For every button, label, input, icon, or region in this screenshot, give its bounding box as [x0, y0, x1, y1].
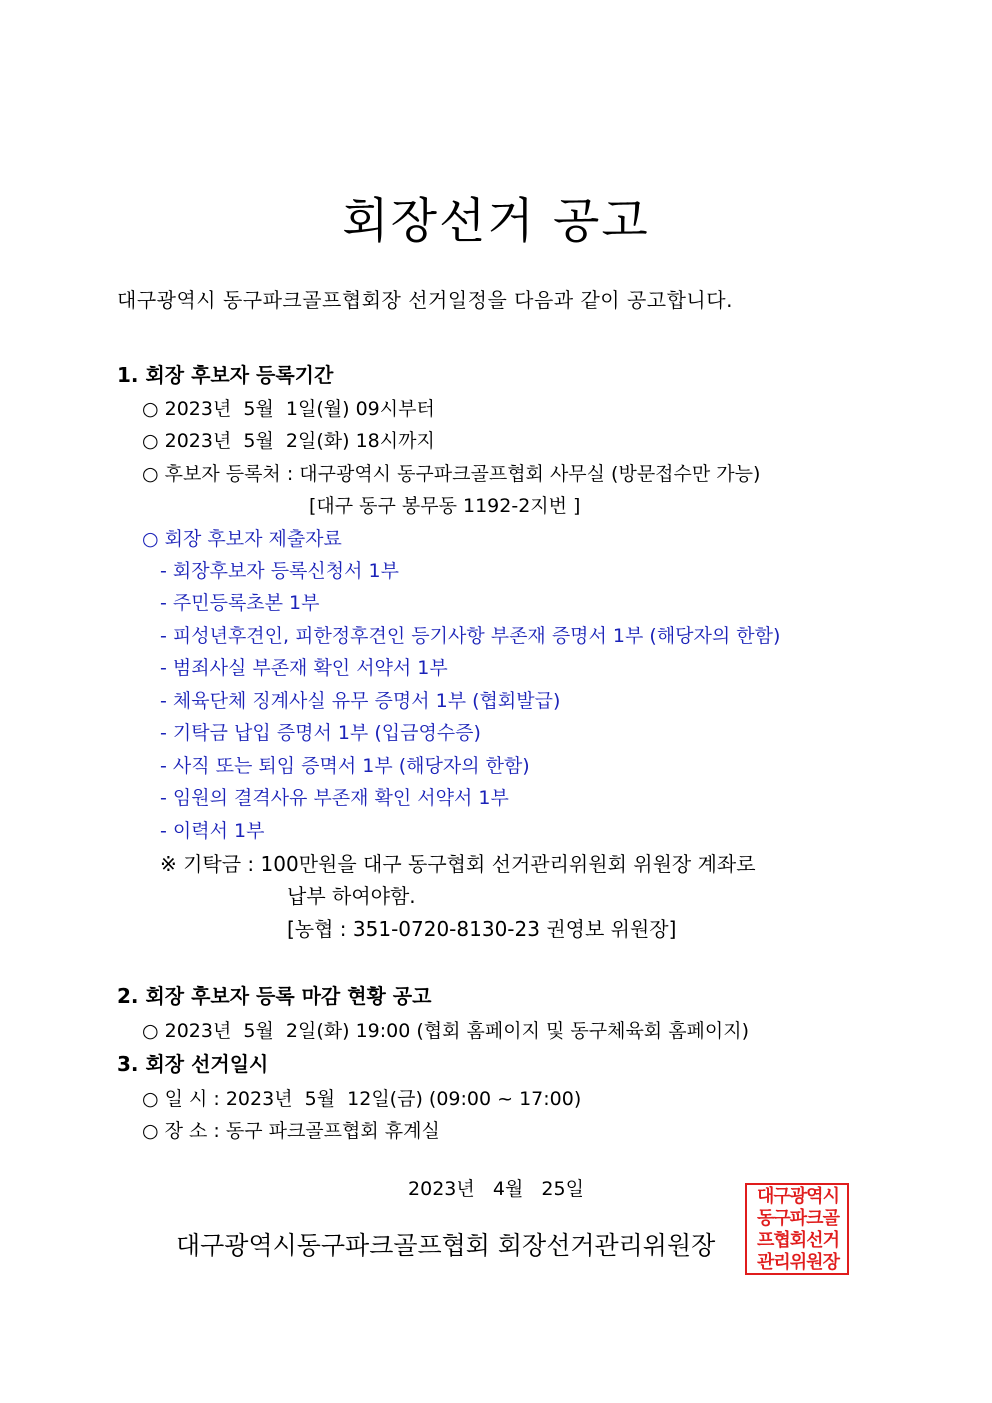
doc-item: - 이력서 1부: [160, 820, 265, 842]
doc-item: - 회장후보자 등록신청서 1부: [160, 560, 399, 582]
signer-name: 대구광역시동구파크골프협회 회장선거관리위원장: [176, 1231, 716, 1260]
section1-heading: 1. 회장 후보자 등록기간: [117, 363, 334, 387]
list-item: ○ 2023년 5월 2일(화) 18시까지: [142, 430, 435, 452]
deposit-note-cont: 납부 하여야함.: [287, 884, 416, 908]
list-item: ○ 일 시 : 2023년 5월 12일(금) (09:00 ~ 17:00): [142, 1088, 582, 1110]
list-item: ○ 2023년 5월 1일(월) 09시부터: [142, 398, 435, 420]
doc-item: - 임원의 결격사유 부존재 확인 서약서 1부: [160, 787, 509, 809]
page-title: 회장선거 공고: [342, 193, 650, 249]
doc-item: - 사직 또는 퇴임 증멱서 1부 (해당자의 한함): [160, 755, 530, 777]
notice-date: 2023년 4월 25일: [408, 1178, 584, 1200]
seal-row: 관리위원장: [757, 1252, 839, 1273]
list-item: ○ 장 소 : 동구 파크골프협회 휴계실: [142, 1120, 440, 1142]
doc-item: - 기탁금 납입 증명서 1부 (입금영수증): [160, 722, 481, 744]
address-text: [대구 동구 봉무동 1192-2지번 ]: [309, 495, 581, 517]
bank-account: [농협 : 351-0720-8130-23 권영보 위원장]: [287, 917, 677, 941]
intro-text: 대구광역시 동구파크골프협회장 선거일정을 다음과 같이 공고합니다.: [117, 288, 733, 312]
doc-item: - 체육단체 징계사실 유무 증명서 1부 (협회발급): [160, 690, 561, 712]
seal-row: 프협회선거: [757, 1230, 839, 1251]
list-item: ○ 후보자 등록처 : 대구광역시 동구파크골프협회 사무실 (방문접수만 가능): [142, 463, 761, 485]
docs-heading: ○ 회장 후보자 제출자료: [142, 528, 342, 550]
doc-item: - 피성년후견인, 피한정후견인 등기사항 부존재 증명서 1부 (해당자의 한함): [160, 625, 781, 647]
doc-item: - 주민등록초본 1부: [160, 592, 320, 614]
doc-item: - 범죄사실 부존재 확인 서약서 1부: [160, 657, 448, 679]
seal-row: 동구파크골: [757, 1208, 839, 1229]
list-item: ○ 2023년 5월 2일(화) 19:00 (협회 홈페이지 및 동구체육회 홈페이지): [142, 1020, 750, 1042]
seal-row: 대구광역시: [757, 1186, 839, 1207]
official-seal: [745, 1183, 849, 1275]
deposit-note: ※ 기탁금 : 100만원을 대구 동구협회 선거관리위원회 위원장 계좌로: [160, 852, 756, 876]
section3-heading: 3. 회장 선거일시: [117, 1052, 269, 1076]
section2-heading: 2. 회장 후보자 등록 마감 현황 공고: [117, 984, 432, 1008]
